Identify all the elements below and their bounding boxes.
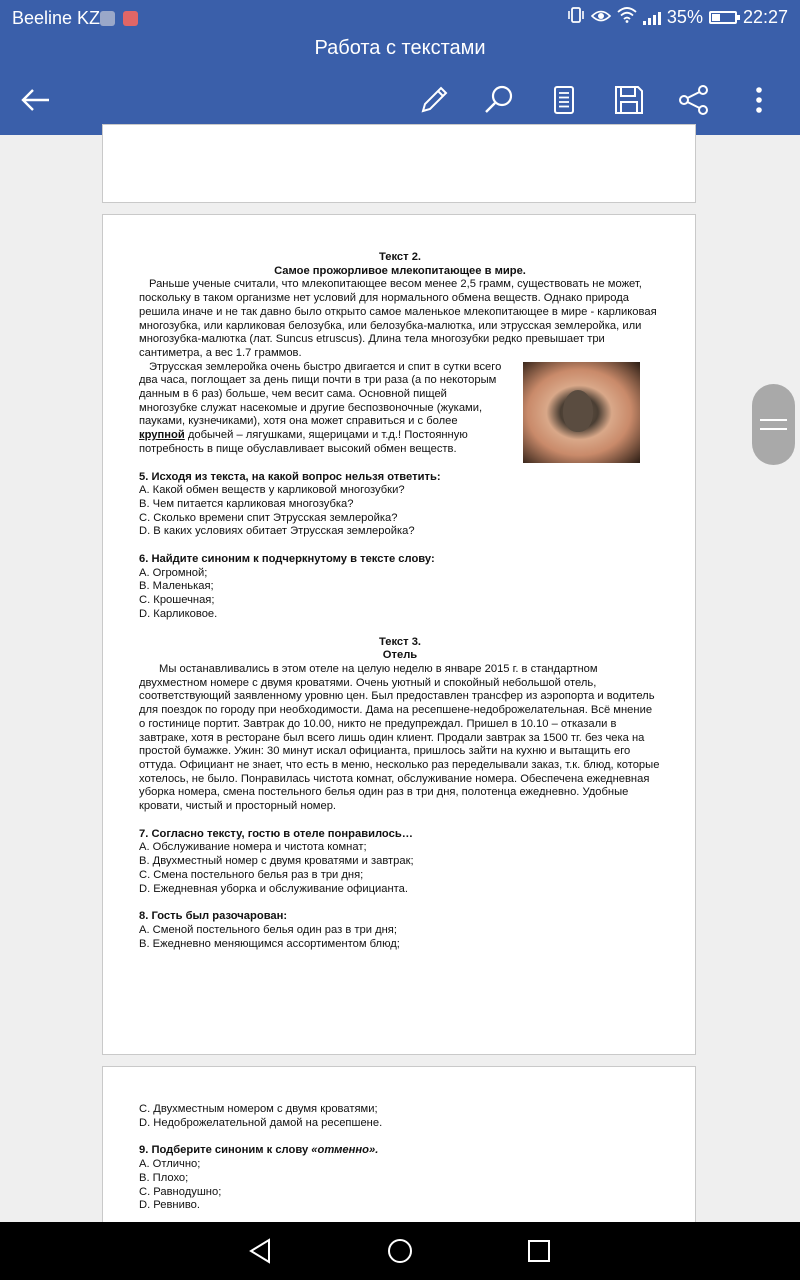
eye-comfort-icon	[591, 7, 611, 28]
edit-pencil-icon[interactable]	[414, 80, 454, 120]
fast-scroll-handle[interactable]	[752, 384, 795, 465]
share-icon[interactable]	[674, 80, 714, 120]
signal-icon	[643, 10, 661, 25]
clock: 22:27	[742, 7, 788, 27]
text2-title: Самое прожорливое млекопитающее в мире.	[274, 264, 526, 277]
underlined-word: крупной	[139, 429, 185, 442]
text3-body: Мы останавливались в этом отеле на целую неделю в январе 2015 г. в стандартном двухместном номере с двумя кроватями. Очень уютный и спокойный небольшой отель, соответствующий заявленному уровню цен. Был предоставлен трансфер из аэропорта и водитель для поездок по городу при необходимости. Дама на ресепшене-недоброжелательная. Всё мнение о гостинице портит. Завтрак до 10.00, никто не предупреждал. Пришел в 10.10 – отказали в завтраке, хотя в ресторане был всего лишь один клиент. Продали завтрак за 1500 тг. без чека на простой бумажке. Ужин: 30 минут искал официанта, пришлось зайти на кухню и вытащить его оттуда. Официант не знает, что есть в меню, несколько раз переделывали заказ, т.к. блюд, которые хотелось, не было. Понравилась чистота комнат, обслуживание номера. Обеспечена ежедневная уборка номера, смена постельного белья один раз в три дня, полотенца ежедневно. Удобные кровати, чистый и просторный номер.	[139, 662, 660, 813]
sim-icon	[100, 11, 115, 26]
q8-option-b: B. Ежедневно меняющимся ассортиментом блюд;	[139, 937, 400, 950]
q6-option-c: C. Крошечная;	[139, 594, 215, 607]
text2-paragraph-2-end: добычей – лягушками, ящерицами и т.д.! Постоянную потребность в пище обуславливает высокий обмен веществ.	[139, 429, 468, 455]
q7-option-c: C. Смена постельного белья раз в три дня;	[139, 868, 364, 881]
q9-word: «отменно».	[311, 1144, 379, 1157]
status-bar	[0, 0, 800, 38]
text2-paragraph-1: Раньше ученые считали, что млекопитающее весом менее 2,5 грамм, существовать не может, поскольку в таком организме нет условий для нормального обмена веществ. Однако природа решила иначе и не так давно было открыто самое маленькое млекопитающее в мире - карликовая многозубка, или карликовая белозубка, или белозубка-малютка, или этрусская землеройка, или многозубка-малютка (лат. Suncus etruscus). Длина тела многозубки редко превышает три сантиметра, а вес 1.7 граммов.	[139, 278, 657, 359]
question-6: 6. Найдите синоним к подчеркнутому в тексте слову:	[139, 553, 435, 566]
text2-paragraph-2-start: Этрусская землеройка очень быстро двигается и спит в сутки всего два часа, поглощает за день пищи почти в три раза (а по некоторым данным в 6 раз) больше, чем весит сама. Основной пищей многозубке служат насекомые и другие беспозвоночные (жуками, пауками, кузнечиками), хотя она может справиться и с более	[139, 360, 502, 428]
q9-option-d: D. Ревниво.	[139, 1199, 201, 1212]
shrew-figure	[563, 390, 593, 432]
q9-option-c: C. Равнодушно;	[139, 1185, 222, 1198]
back-arrow-icon[interactable]	[15, 80, 55, 120]
q7-option-a: A. Обслуживание номера и чистота комнат;	[139, 841, 367, 854]
battery-icon	[709, 11, 737, 24]
text2-heading: Текст 2.	[378, 251, 422, 263]
wifi-icon	[617, 7, 637, 28]
nav-home-icon[interactable]	[383, 1234, 417, 1268]
more-vert-icon[interactable]	[739, 80, 779, 120]
q6-option-b: B. Маленькая;	[139, 580, 214, 593]
q5-option-c: C. Сколько времени спит Этрусская землеройка?	[139, 511, 398, 524]
question-5: 5. Исходя из текста, на какой вопрос нельзя ответить:	[139, 470, 441, 483]
shrew-photo	[523, 362, 640, 463]
search-icon[interactable]	[479, 80, 519, 120]
document-page-previous	[102, 124, 696, 203]
q9-option-b: B. Плохо;	[139, 1171, 189, 1184]
nav-back-icon[interactable]	[244, 1234, 278, 1268]
save-icon[interactable]	[609, 80, 649, 120]
q8-option-c: C. Двухместным номером с двумя кроватями;	[139, 1103, 378, 1115]
status-right	[567, 7, 788, 28]
text3-heading: Текст 3.	[378, 635, 422, 648]
q6-option-d: D. Карликовое.	[139, 607, 218, 620]
carrier-label: Beeline KZ	[12, 8, 101, 28]
question-9	[139, 1144, 661, 1158]
question-8: 8. Гость был разочарован:	[139, 910, 288, 923]
q8-option-a: A. Сменой постельного белья один раз в три дня;	[139, 923, 397, 936]
q6-option-a: A. Огромной;	[139, 566, 208, 579]
app-bar	[0, 0, 800, 135]
q8-option-d: D. Недоброжелательной дамой на ресепшене.	[139, 1116, 383, 1129]
battery-percent: 35%	[666, 7, 703, 27]
q7-option-b: B. Двухместный номер с двумя кроватями и завтрак;	[139, 855, 414, 868]
reader-mode-icon[interactable]	[544, 80, 584, 120]
document-page	[102, 214, 696, 1055]
system-nav-bar	[0, 1222, 800, 1280]
q9-option-a: A. Отлично;	[139, 1158, 201, 1171]
document-page-next	[102, 1066, 696, 1236]
document-title: Работа с текстами	[314, 37, 486, 59]
q5-option-a: A. Какой обмен веществ у карликовой многозубки?	[139, 484, 405, 497]
page-content-next	[139, 1103, 661, 1213]
text3-title: Отель	[382, 649, 418, 662]
q5-option-b: B. Чем питается карликовая многозубка?	[139, 497, 354, 510]
q5-option-d: D. В каких условиях обитает Этрусская землеройка?	[139, 525, 415, 538]
nav-recents-icon[interactable]	[522, 1234, 556, 1268]
q7-option-d: D. Ежедневная уборка и обслуживание официанта.	[139, 882, 408, 895]
vibrate-icon	[567, 7, 585, 28]
q9-prefix: 9. Подберите синоним к слову	[139, 1144, 312, 1157]
notification-icon	[123, 11, 138, 26]
question-7: 7. Согласно тексту, гостю в отеле понравилось…	[139, 827, 413, 840]
page-content	[139, 251, 661, 951]
